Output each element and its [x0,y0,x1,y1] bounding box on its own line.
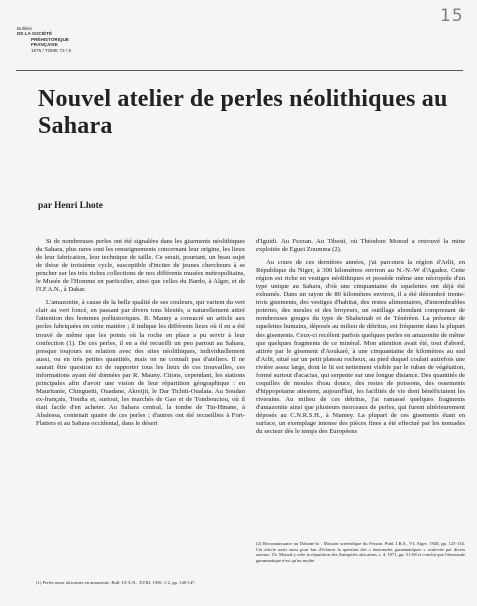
journal-header [17,26,127,53]
journal-line-5: 1976 / TOME 73 / 9 [31,47,71,53]
right-column [256,238,465,441]
paragraph: Au cours de ces dernières années, j'ai parcouru la région d'Arlit, en République du Niger, à 300 kilomètres environ au N.-N.-W d'Agadez. Cette région est riche en vestiges néolithiques et possède même une nécropole d'un type unique au Sahara, d'où une cinquantaine de squelettes ont déjà été exhumés. Dans un rayon de 80 kilomètres environ, il a été dénombré trente-trois gisements, des vestiges d'habitat, des restes alimentaires, d'innombrables poteries, des meules et des broyeurs, un outillage abondant comprenant de nombreuses gouges du type de Shaheinab et de Ténéréen. La présence de squelettes humains, déposés au milieu de détritus, est fréquente dans la plupart des gisements. Ceux-ci recèlent parfois quelques perles en amazonite de même que quelques fragments de ce minéral. Mon attention avait été, tout d'abord, attirée par le gisement d'Aoukaré, à une cinquantaine de kilomètres au sud d'Arlit, situé sur un petit plateau rocheux, au pied duquel coulait autrefois une rivière assez large, dont le lit est nettement visible par le ruban de végétation, formé surtout d'acacias, qui serpente sur une longue distance. Des quantités de coquilles de moules d'eau douce, des restes de poissons, des ossements d'hippopotame attestent, aujourd'hui, les facilités de vie dont bénéficiaient les riverains. Au milieu de ces détritus, j'ai ramassé quelques fragments d'amazonite ainsi que plusieurs morceaux de perles, qui furent ultérieurement déposés au C.N.R.S.H., à Niamey. La plupart de ces gisements étant en surface, un exemplage intense des pièces fines a été effectué par les nomades du secteur dès le temps des Européens [256,259,465,436]
article-title: Nouvel atelier de perles néolithiques au Sahara [38,86,448,139]
paragraph: L'amazonite, à cause de la belle qualité de ses couleurs, qui varient du vert clair au vert foncé, en passant par divers tons bleutés, a naturellement attiré l'attention des hommes préhistoriques. R. Mauny a consacré un article aux perles fabriquées en cette matière ; il indique les différents lieux où il en a été trouvé de même que les points où la roche en place a pu servir à leur confection (1). De ces perles, il en a été recueilli un peu partout au Sahara, presque toujours en relation avec des sites néolithiques, individuellement aussi, ou en très petites quantités, mais on ne connaît pas d'ateliers. Il ne saurait être question ici de rapporter tous les lieux de ces trouvailles, ces informations ayant été données par R. Mauny. Citons, cependant, les stations principales afin d'avoir une vision de leur répartition géographique : en Mauritanie, Chinguetti, Ouadane, Akreijit, le Dar Tichitt-Oualata. Au Soudan ex-français, Tondia et, surtout, les marchés de Gao et de Tombouctou, où il était facile d'en acheter. Au Sahara central, la tombe de Tin-Hinane, à Abalessa, contenait quatre de ces perles ; d'autres ont été recueillies à Fort-Flatters et au Sahara occidental, dans le désert [36,299,245,428]
journal-line-3: PRÉHISTORIQUE [31,36,69,42]
journal-line-1: Bulletin [17,26,33,31]
article-author: par Henri Lhote [38,201,103,211]
journal-line-4: FRANÇAISE [31,42,58,48]
paragraph: d'Iguidi. Au Fezzan. Au Tibesti, où Théodore Monod a retrouvé la mine exploitée de Eguei Zoumma (2). [256,238,465,254]
footnote-2: (2) Reconnaissance au Dohone-lo : Mission scientifique du Fezzan. Publ. I.R.S., VI, Alger, 1948, pp. 125-134. Cet article avait aussi pour but d'éclairer la question des « émeraudes garamantiques » soulevée par divers auteurs. Th. Monod y relie la répartition des Antiquités africaines, t. 4, 1971, pp. 51-68 et conclut que l'émeraude garamantique n'est qu'un mythe. [256,541,465,563]
paragraph: Si de nombreuses perles ont été signalées dans les gisements néolithiques du Sahara, plus rares sont les renseignements concernant leur origine, les lieux de leur fabrication, leur technique de taille. Ce serait, pourtant, un beau sujet de thèse de troisième cycle, susceptible d'inciter de jeunes chercheurs à se pencher sur les très riches collections de nos différents musées métropolitains, le Musée de l'Homme en particulier, ainsi que celles du Bardo, à Alger, et de l'I.F.A.N., à Dakar. [36,238,245,294]
handwritten-page-number: 15 [440,6,464,26]
footnote-1: (1) Perles ouest africaines en amazonite. Bull. I.F.A.N., XVIII, 1956, 1-2, pp. 140-147. [36,580,196,585]
header-rule [16,70,463,71]
left-column [36,238,245,433]
journal-line-2: DE LA SOCIÉTÉ [17,31,53,37]
